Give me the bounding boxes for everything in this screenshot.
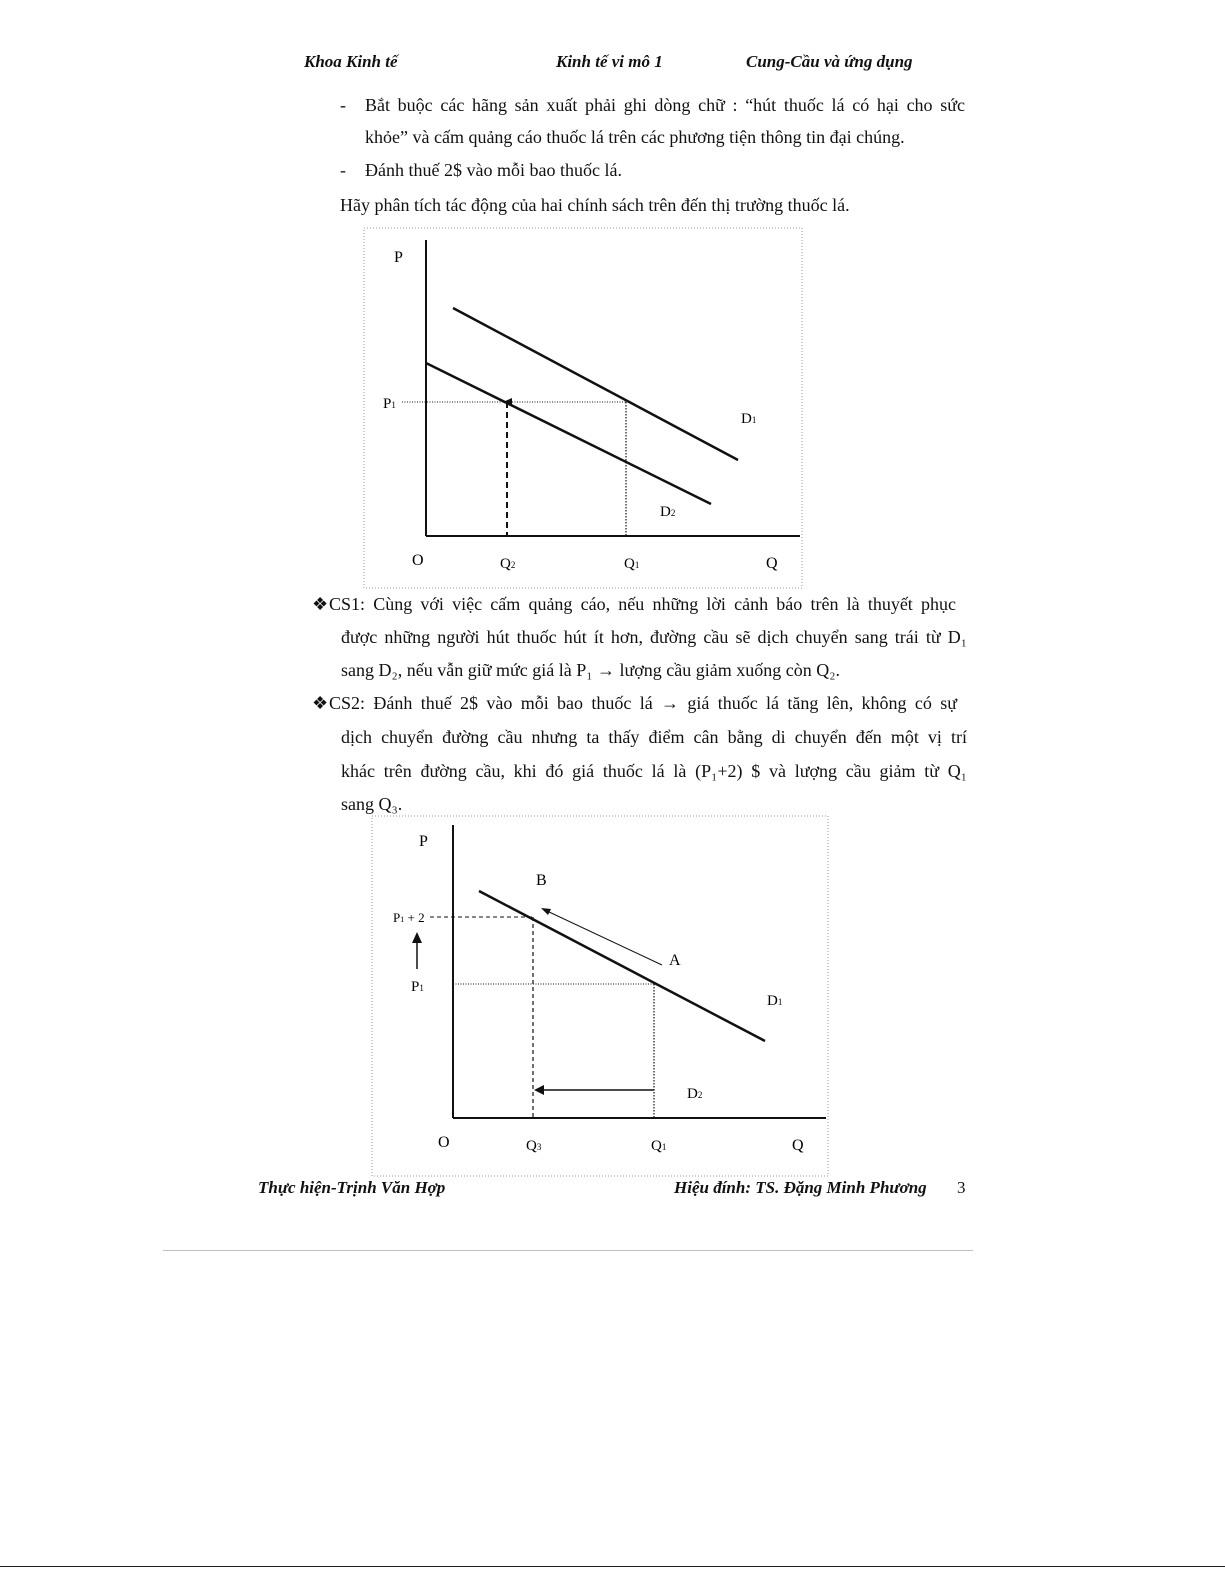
chart1-d1-line [453, 308, 738, 460]
chart2-d2-label: D2 [687, 1086, 703, 1102]
chart2-price-arrowhead [412, 932, 422, 943]
price-movement-chart [368, 813, 834, 1181]
chart2-q1-label: Q1 [651, 1138, 667, 1154]
list-dash-1: - [340, 95, 346, 115]
footer-reviewer: Hiệu đính: TS. Đặng Minh Phương [674, 1178, 927, 1197]
chart2-p1-label: P1 [411, 979, 424, 995]
header-chapter: Cung-Cầu và ứng dụng [746, 52, 913, 71]
chart2-d1-line [479, 891, 765, 1041]
chart2-movement-arrowhead [541, 908, 551, 915]
chart1-q-label: Q [766, 555, 778, 572]
chart2-q3-label: Q3 [526, 1138, 542, 1154]
chart1-frame [364, 228, 802, 588]
header-course: Kinh tế vi mô 1 [556, 52, 663, 71]
demand-shift-chart [360, 225, 808, 593]
policy-item-1-line-2: khỏe” và cấm quảng cáo thuốc lá trên các phương tiện thông tin đại chúng. [365, 127, 905, 147]
chart1-q2-label: Q2 [500, 556, 516, 572]
chart1-d2-line [426, 363, 711, 504]
chart1-d1-label: D1 [741, 411, 757, 427]
page-separator [163, 1250, 973, 1251]
question-text: Hãy phân tích tác động của hai chính sách trên đến thị trường thuốc lá. [340, 195, 850, 215]
footer-author: Thực hiện-Trịnh Văn Hợp [258, 1178, 446, 1197]
policy-item-2: Đánh thuế 2$ vào mỗi bao thuốc lá. [365, 160, 622, 180]
chart1-p1-label: P1 [383, 396, 396, 412]
chart2-q-label: Q [792, 1137, 804, 1154]
chart1-d2-label: D2 [660, 504, 676, 520]
chart2-frame [372, 816, 828, 1176]
cs2-line-3: khác trên đường cầu, khi đó giá thuốc lá là (P₁+2) $ và lượng cầu giảm từ Q₁ [341, 761, 967, 781]
chart2-p-label: P [419, 833, 428, 850]
cs2-line-4: sang Q₃. [341, 794, 403, 814]
chart2-point-b: B [536, 872, 547, 889]
list-dash-2: - [340, 160, 346, 180]
chart2-quantity-arrowhead [534, 1085, 544, 1095]
cs2-line-2: dịch chuyển đường cầu nhưng ta thấy điểm cân bằng di chuyển đến một vị trí [341, 727, 967, 747]
cs2-bullet: ❖ [312, 693, 329, 713]
chart2-point-a: A [669, 952, 681, 969]
header-department: Khoa Kinh tế [304, 52, 398, 71]
cs1-line-2: được những người hút thuốc hút ít hơn, đường cầu sẽ dịch chuyển sang trái từ D₁ [341, 627, 967, 647]
bottom-edge-rule [0, 1566, 1225, 1567]
cs1-bullet: ❖ [312, 594, 329, 614]
chart1-origin-label: O [412, 552, 424, 569]
policy-item-1-line-1: Bắt buộc các hãng sản xuất phải ghi dòng chữ : “hút thuốc lá có hại cho sức [365, 95, 965, 115]
cs2-line-1: CS2: Đánh thuế 2$ vào mỗi bao thuốc lá → giá thuốc lá tăng lên, không có sự [329, 693, 957, 713]
cs1-line-1: CS1: Cùng với việc cấm quảng cáo, nếu những lời cảnh báo trên là thuyết phục [329, 594, 956, 614]
chart1-p-label: P [394, 249, 403, 266]
cs1-line-3: sang D₂, nếu vẫn giữ mức giá là P₁ → lượng cầu giảm xuống còn Q₂. [341, 660, 841, 680]
page-number: 3 [957, 1178, 966, 1197]
chart1-q1-label: Q1 [624, 556, 640, 572]
chart2-origin-label: O [438, 1134, 450, 1151]
chart2-d1-label: D1 [767, 993, 783, 1009]
chart2-p1plus2-label: P1 + 2 [393, 910, 425, 925]
